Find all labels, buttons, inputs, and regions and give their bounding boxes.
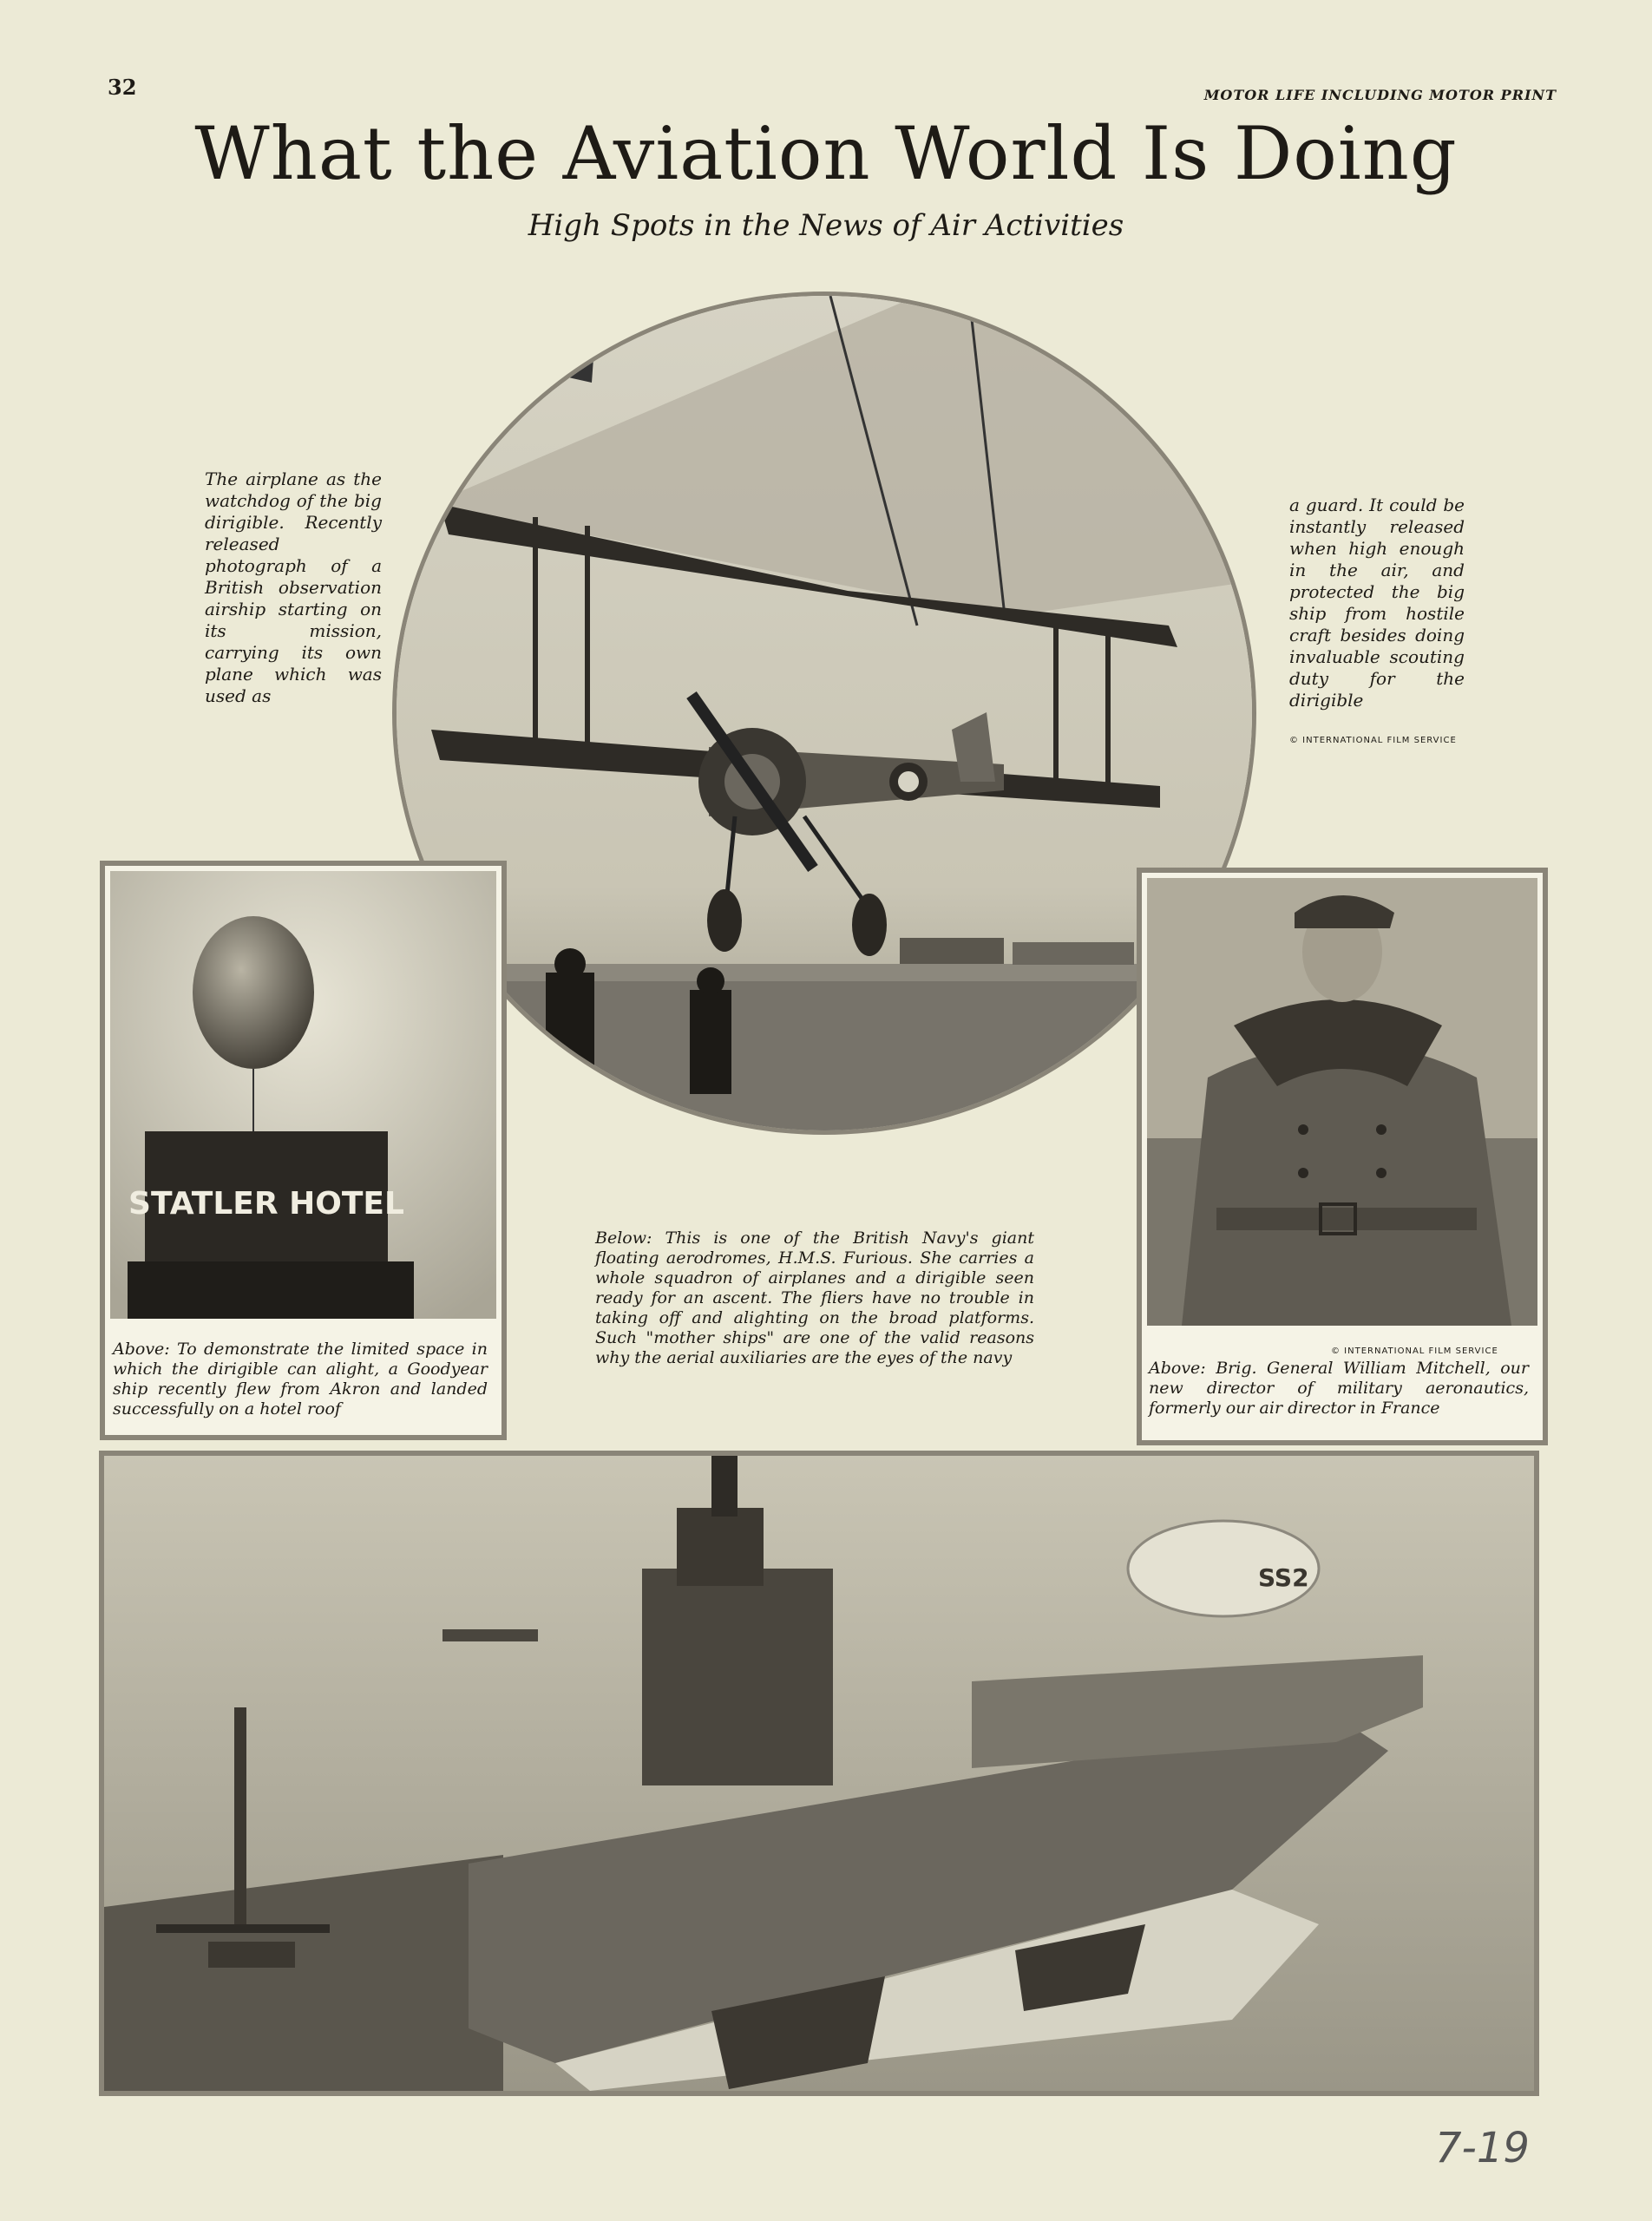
page-number: 32 [108, 75, 137, 100]
ship-photo-frame [99, 1451, 1539, 2096]
mitchell-portrait-illustration [1147, 878, 1537, 1326]
photo-credit-mitchell: © INTERNATIONAL FILM SERVICE [1331, 1346, 1498, 1356]
airplane-photo [392, 292, 1256, 1135]
hotel-sign-text: STATLER HOTEL [128, 1186, 404, 1222]
airplane-caption-right: a guard. It could be instantly released when high enough in the air, and protected the big ship from hostile craft besides doing invaluable scouting duty for the dirigible [1289, 495, 1465, 711]
mitchell-caption: Above: Brig. General William Mitchell, our new director of military aeronautics, formerly our air director in France [1149, 1359, 1529, 1418]
hotel-roof-illustration [110, 871, 496, 1319]
photo-credit: © INTERNATIONAL FILM SERVICE [1289, 736, 1457, 745]
airplane-illustration [397, 296, 1256, 1135]
article-subtitle: High Spots in the News of Air Activities [528, 208, 1124, 243]
airplane-caption-left: The airplane as the watchdog of the big dirigible. Recently released photograph of a British observation airship starting on its mission, carrying its own plane which was used as [205, 468, 382, 706]
airship-marking: SS2 [1258, 1563, 1309, 1592]
ship-caption: Below: This is one of the British Navy's giant floating aerodromes, H.M.S. Furious. She carries a whole squadron of airplanes and a dirigible seen ready for an ascent. The fliers have no trouble in taking off and alighting on the broad platforms. Such "mother ships" are one of the valid reasons why the aerial auxiliaries are the eyes of the navy [595, 1228, 1034, 1367]
hotel-caption: Above: To demonstrate the limited space in which the dirigible can alight, a Goodyear ship recently flew from Akron and landed successfully on a hotel roof [113, 1340, 488, 1418]
running-head: MOTOR LIFE INCLUDING MOTOR PRINT [1203, 87, 1557, 103]
article-title: What the Aviation World Is Doing [194, 111, 1458, 196]
ship-illustration [104, 1456, 1534, 2091]
handwritten-note: 7-19 [1435, 2124, 1530, 2172]
